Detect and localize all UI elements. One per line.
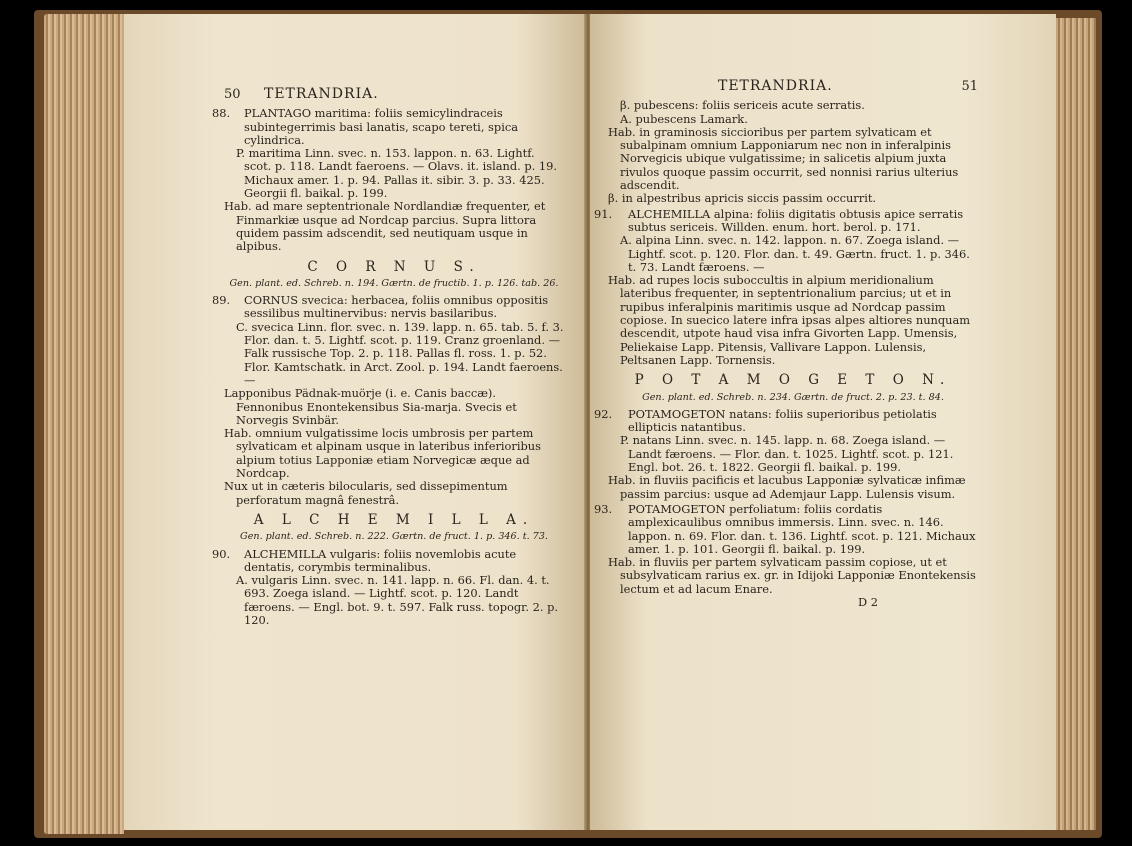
habitat-line: Hab. in fluviis pacificis et lacubus Lapponiæ sylvaticæ infimæ passim parcius: usque ad Ademjaur Lapp. Lulensis visum. [608, 473, 966, 501]
entry-number: 92. [594, 406, 613, 421]
note-line: Lapponibus Pädnak-muörje (i. e. Canis baccæ). Fennonibus Enontekensibus Sia-marja. Svecis et Norvegis Svinbär. [224, 386, 517, 427]
entry-text: ALCHEMILLA alpina: foliis digitatis obtusis apice serratis subtus sericeis. Willden. enum. hort. berol. p. 171. [628, 206, 964, 234]
synonym-line: A. vulgaris Linn. svec. n. 141. lapp. n. 66. Fl. dan. 4. t. 693. Zoega island. — Lightf. scot. p. 120. Landt færoens. — Engl. bot. 9. t. 597. Falk russ. topogr. 2. p. 120. [236, 573, 558, 627]
left-page-body [212, 106, 564, 627]
entry-number: 91. [594, 206, 613, 221]
note-line: β. in alpestribus apricis siccis passim occurrit. [608, 191, 877, 206]
entry-text: POTAMOGETON perfoliatum: foliis cordatis amplexicaulibus omnibus immersis. Linn. svec. n. 146. lappon. n. 69. Flor. dan. t. 136. Lightf. scot. p. 121. Michaux amer. 1. p. 101. Georgii fl. baikal. p. 199. [628, 501, 976, 556]
genus-reference: Gen. plant. ed. Schreb. n. 194. Gærtn. de fructib. 1. p. 126. tab. 26. [229, 277, 559, 289]
species-entry [594, 501, 978, 556]
right-page-body [594, 98, 978, 596]
entry-number: 93. [594, 501, 613, 516]
entry-text: PLANTAGO maritima: foliis semicylindraceis subintegerrimis basi lanatis, scapo tereti, spica cylindrica. [244, 106, 519, 147]
habitat-line: Hab. in fluviis per partem sylvaticam passim copiose, ut et subsylvaticam rarius ex. gr. in Idijoki Lapponiæ Enontekensis lectum et ad lacum Enare. [608, 555, 976, 596]
entry-text: POTAMOGETON natans: foliis superioribus petiolatis ellipticis natantibus. [628, 406, 937, 435]
genus-reference: Gen. plant. ed. Schreb. n. 234. Gærtn. de fruct. 2. p. 23. t. 84. [642, 391, 944, 403]
right-page-number: 51 [961, 79, 978, 94]
genus-heading: A L C H E M I L L A. [253, 511, 535, 528]
species-entry [212, 106, 564, 147]
synonym-line: P. maritima Linn. svec. n. 153. lappon. n. 63. Lightf. scot. p. 118. Landt faeroens. — Olavs. it. island. p. 19. Michaux amer. 1. p. 94. Pallas it. sibir. 3. p. 33. 425. Georgii fl. baikal. p. 199. [236, 146, 558, 201]
habitat-line: Hab. ad mare septentrionale Nordlandiæ frequenter, et Finmarkiæ usque ad Nordcap parcius. Supra littora quidem passim adscendit, sed neutiquam usque in alpibus. [224, 199, 546, 254]
synonym-line: P. natans Linn. svec. n. 145. lapp. n. 68. Zoega island. — Landt færoens. — Flor. dan. t. 1025. Lightf. scot. p. 121. Engl. bot. 26. t. 1822. Georgii fl. baikal. p. 199. [620, 433, 954, 475]
species-entry [212, 546, 564, 575]
left-page-header [224, 88, 564, 101]
right-page-text [594, 78, 978, 609]
synonym-line: β. pubescens: foliis sericeis acute serratis. [620, 98, 865, 113]
left-page [124, 14, 586, 830]
species-entry [594, 406, 978, 435]
habitat-line: Hab. omnium vulgatissime locis umbrosis per partem sylvaticam et alpinam usque in lateribus inferioribus alpium totius Lapponiæ etiam Norvegicæ æque ad Nordcap. [224, 426, 541, 481]
habitat-line: Hab. ad rupes locis suboccultis in alpium meridionalium lateribus frequenter, in septentrionalium parcius; ut et in rupibus inferalpinis maritimis usque ad Nordcap passim copiose. In suecico latere infra ipsas alpes altiores nunquam descendit, utpote haud visa infra Givorten Lapp. Umensis, Peliekaise Lapp. Pitensis, Vallivare Lappon. Lulensis, Peltsanen Lapp. Tornensis. [608, 273, 971, 367]
genus-reference: Gen. plant. ed. Schreb. n. 222. Gærtn. de fruct. 1. p. 346. t. 73. [240, 531, 548, 543]
left-running-head: TETRANDRIA. [264, 86, 379, 102]
left-page-text [212, 86, 564, 627]
right-running-head: TETRANDRIA. [718, 78, 833, 94]
synonym-line: A. alpina Linn. svec. n. 142. lappon. n. 67. Zoega island. — Lightf. scot. p. 120. Flor. dan. t. 49. Gærtn. fruct. 1. p. 346. t. 73. Landt færoens. — [620, 233, 970, 274]
page-edges-right [1056, 18, 1096, 830]
genus-heading: C O R N U S. [307, 258, 481, 275]
right-page-header [608, 80, 978, 93]
entry-number: 90. [212, 546, 231, 561]
signature-mark: D 2 [857, 594, 878, 609]
entry-text: ALCHEMILLA vulgaris: foliis novemlobis acute dentatis, corymbis terminalibus. [244, 546, 517, 574]
synonym-line: A. pubescens Lamark. [620, 111, 748, 126]
page-edges-left [44, 14, 124, 834]
left-page-number: 50 [224, 87, 241, 102]
note-line: Nux ut in cæteris bilocularis, sed dissepimentum perforatum magnâ fenestrâ. [224, 479, 508, 507]
species-entry [212, 293, 564, 321]
right-page [590, 14, 1056, 830]
entry-number: 89. [212, 293, 231, 308]
entry-text: CORNUS svecica: herbacea, foliis omnibus oppositis sessilibus multinervibus: nervis basilaribus. [244, 293, 549, 321]
synonym-line: C. svecica Linn. flor. svec. n. 139. lapp. n. 65. tab. 5. f. 3. Flor. dan. t. 5. Lightf. scot. p. 119. Cranz groenland. — Falk russische Top. 2. p. 118. Pallas fl. ross. 1. p. 52. Flor. Kamtschatk. in Arct. Zool. p. 194. Landt faeroens. — [236, 319, 564, 387]
habitat-line: Hab. in graminosis siccioribus per partem sylvaticam et subalpinam omnium Lapponiarum nec non in inferalpinis Norvegicis ubique vulgatissime; in salicetis alpium juxta rivulos quoque passim occurrit, sed nonnisi rarius ulterius adscendit. [608, 124, 959, 193]
entry-number: 88. [212, 106, 231, 121]
genus-heading: P O T A M O G E T O N. [634, 372, 952, 389]
species-entry [594, 206, 978, 235]
